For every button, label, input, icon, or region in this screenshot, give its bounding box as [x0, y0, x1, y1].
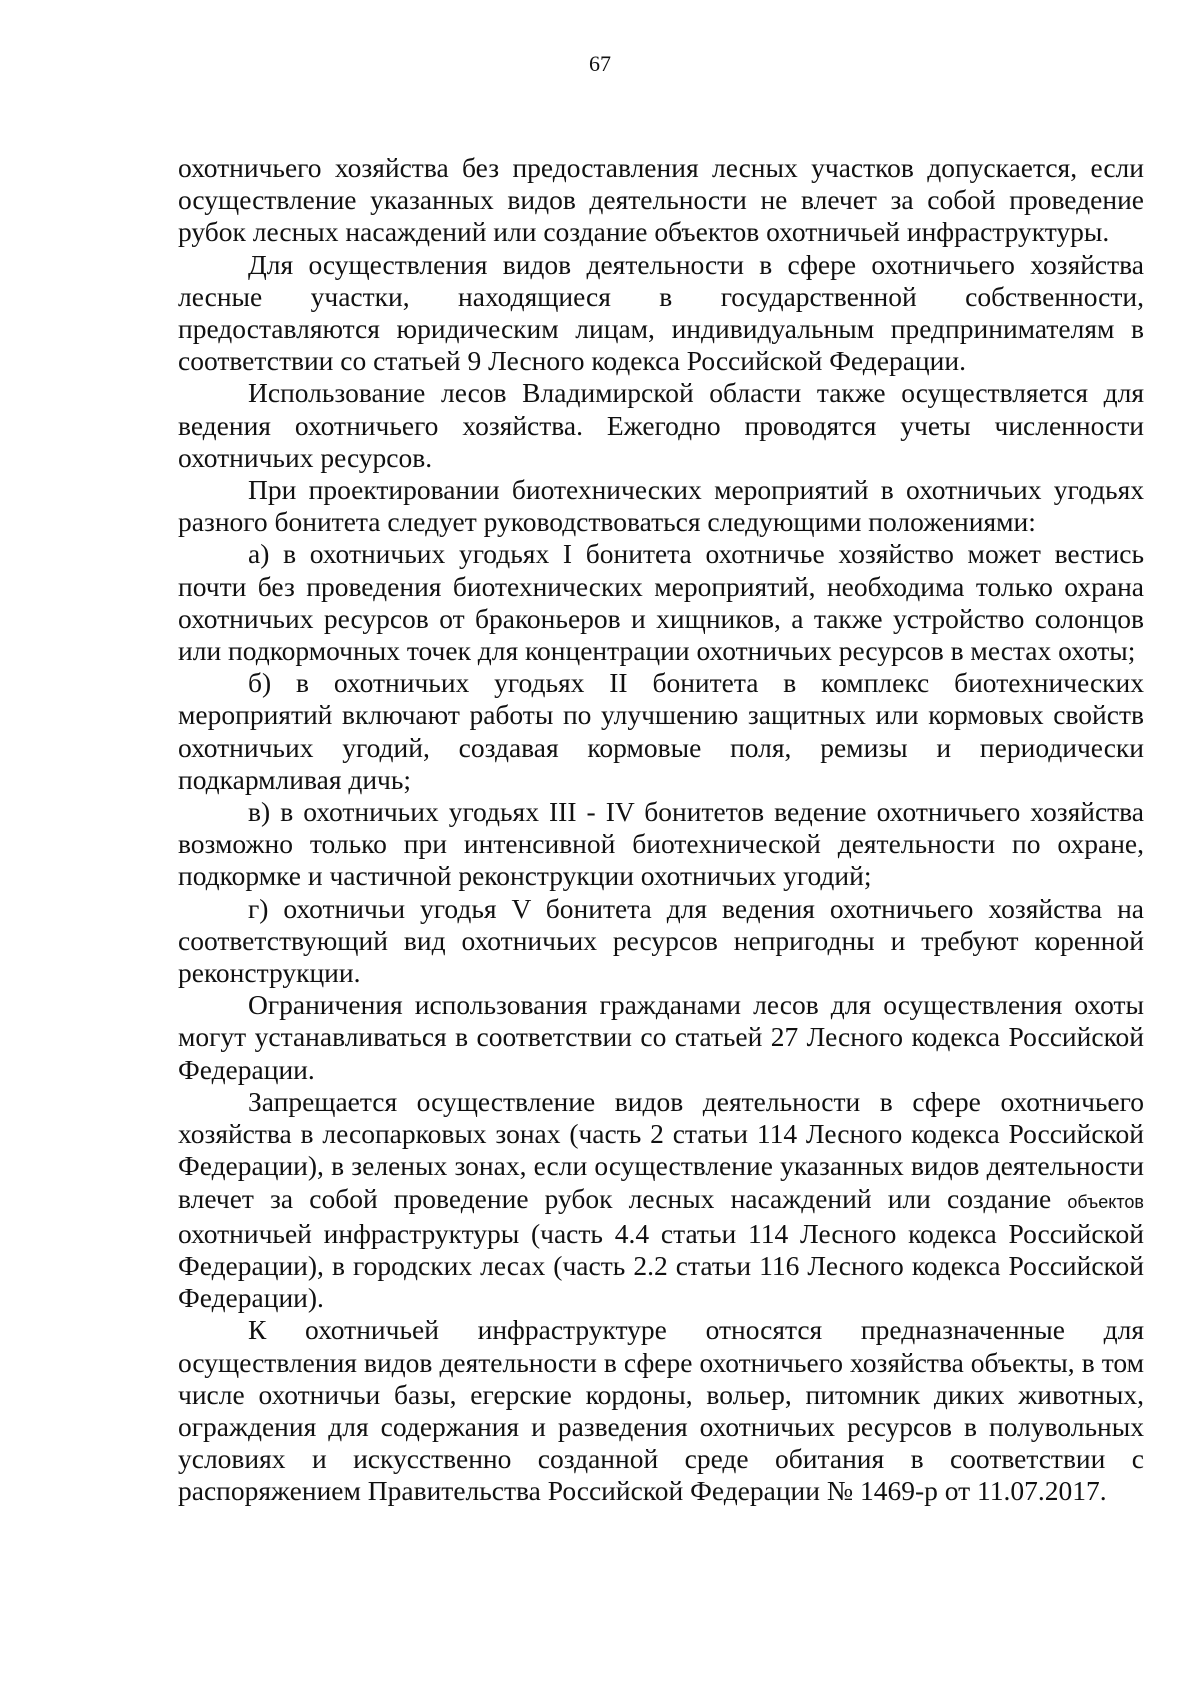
paragraph-biotechnical-intro: При проектировании биотехнических мероприятий в охотничьих угодьях разного бонитета следует руководствоваться следующими положениями:: [178, 474, 1144, 538]
document-body: [178, 152, 1144, 1508]
paragraph-prohibition: [178, 1086, 1144, 1314]
list-item-b: б) в охотничьих угодьях II бонитета в комплекс биотехнических мероприятий включают работы по улучшению защитных или кормовых свойств охотничьих угодий, создавая кормовые поля, ремизы и периодически подкармливая дичь;: [178, 667, 1144, 795]
prohibition-text-end: охотничьей инфраструктуры (часть 4.4 статьи 114 Лесного кодекса Российской Федерации), в городских лесах (часть 2.2 статьи 116 Лесного кодекса Российской Федерации).: [178, 1217, 1144, 1314]
paragraph-land-plots: Для осуществления видов деятельности в сфере охотничьего хозяйства лесные участки, находящиеся в государственной собственности, предоставляются юридическим лицам, индивидуальным предпринимателям в соответствии со статьей 9 Лесного кодекса Российской Федерации.: [178, 248, 1144, 377]
list-item-a: а) в охотничьих угодьях I бонитета охотничье хозяйство может вестись почти без проведения биотехнических мероприятий, необходима только охрана охотничьих ресурсов от браконьеров и хищников, а также устройство солонцов или подкормочных точек для концентрации охотничьих ресурсов в местах охоты;: [178, 538, 1144, 667]
paragraph-infrastructure: К охотничьей инфраструктуре относятся предназначенные для осуществления видов деятельности в сфере охотничьего хозяйства объекты, в том числе охотничьи базы, егерские кордоны, вольер, питомник диких животных, ограждения для содержания и разведения охотничьих ресурсов в полувольных условиях и искусственно созданной среде обитания в соответствии с распоряжением Правительства Российской Федерации № 1469-р от 11.07.2017.: [178, 1314, 1144, 1507]
page-number: 67: [589, 51, 611, 76]
prohibition-text-start: Запрещается осуществление видов деятельности в сфере охотничьего хозяйства в лесопарковых зонах (часть 2 статьи 114 Лесного кодекса Российской Федерации), в зеленых зонах, если осуществление указанных видов деятельности влечет за собой проведение рубок лесных насаждений или создание: [178, 1085, 1144, 1214]
list-item-v: в) в охотничьих угодьях III - IV бонитетов ведение охотничьего хозяйства возможно только при интенсивной биотехнической деятельности по охране, подкормке и частичной реконструкции охотничьих угодий;: [178, 796, 1144, 892]
paragraph-restrictions: Ограничения использования гражданами лесов для осуществления охоты могут устанавливаться в соответствии со статьей 27 Лесного кодекса Российской Федерации.: [178, 989, 1144, 1085]
inserted-word: объектов: [1067, 1191, 1144, 1212]
paragraph-continuation: охотничьего хозяйства без предоставления лесных участков допускается, если осуществление указанных видов деятельности не влечет за собой проведение рубок лесных насаждений или создание объектов охотничьей инфраструктуры.: [178, 152, 1144, 248]
list-item-g: г) охотничьи угодья V бонитета для ведения охотничьего хозяйства на соответствующий вид охотничьих ресурсов непригодны и требуют коренной реконструкции.: [178, 892, 1144, 989]
paragraph-forest-use: Использование лесов Владимирской области также осуществляется для ведения охотничьего хозяйства. Ежегодно проводятся учеты численности охотничьих ресурсов.: [178, 377, 1144, 473]
